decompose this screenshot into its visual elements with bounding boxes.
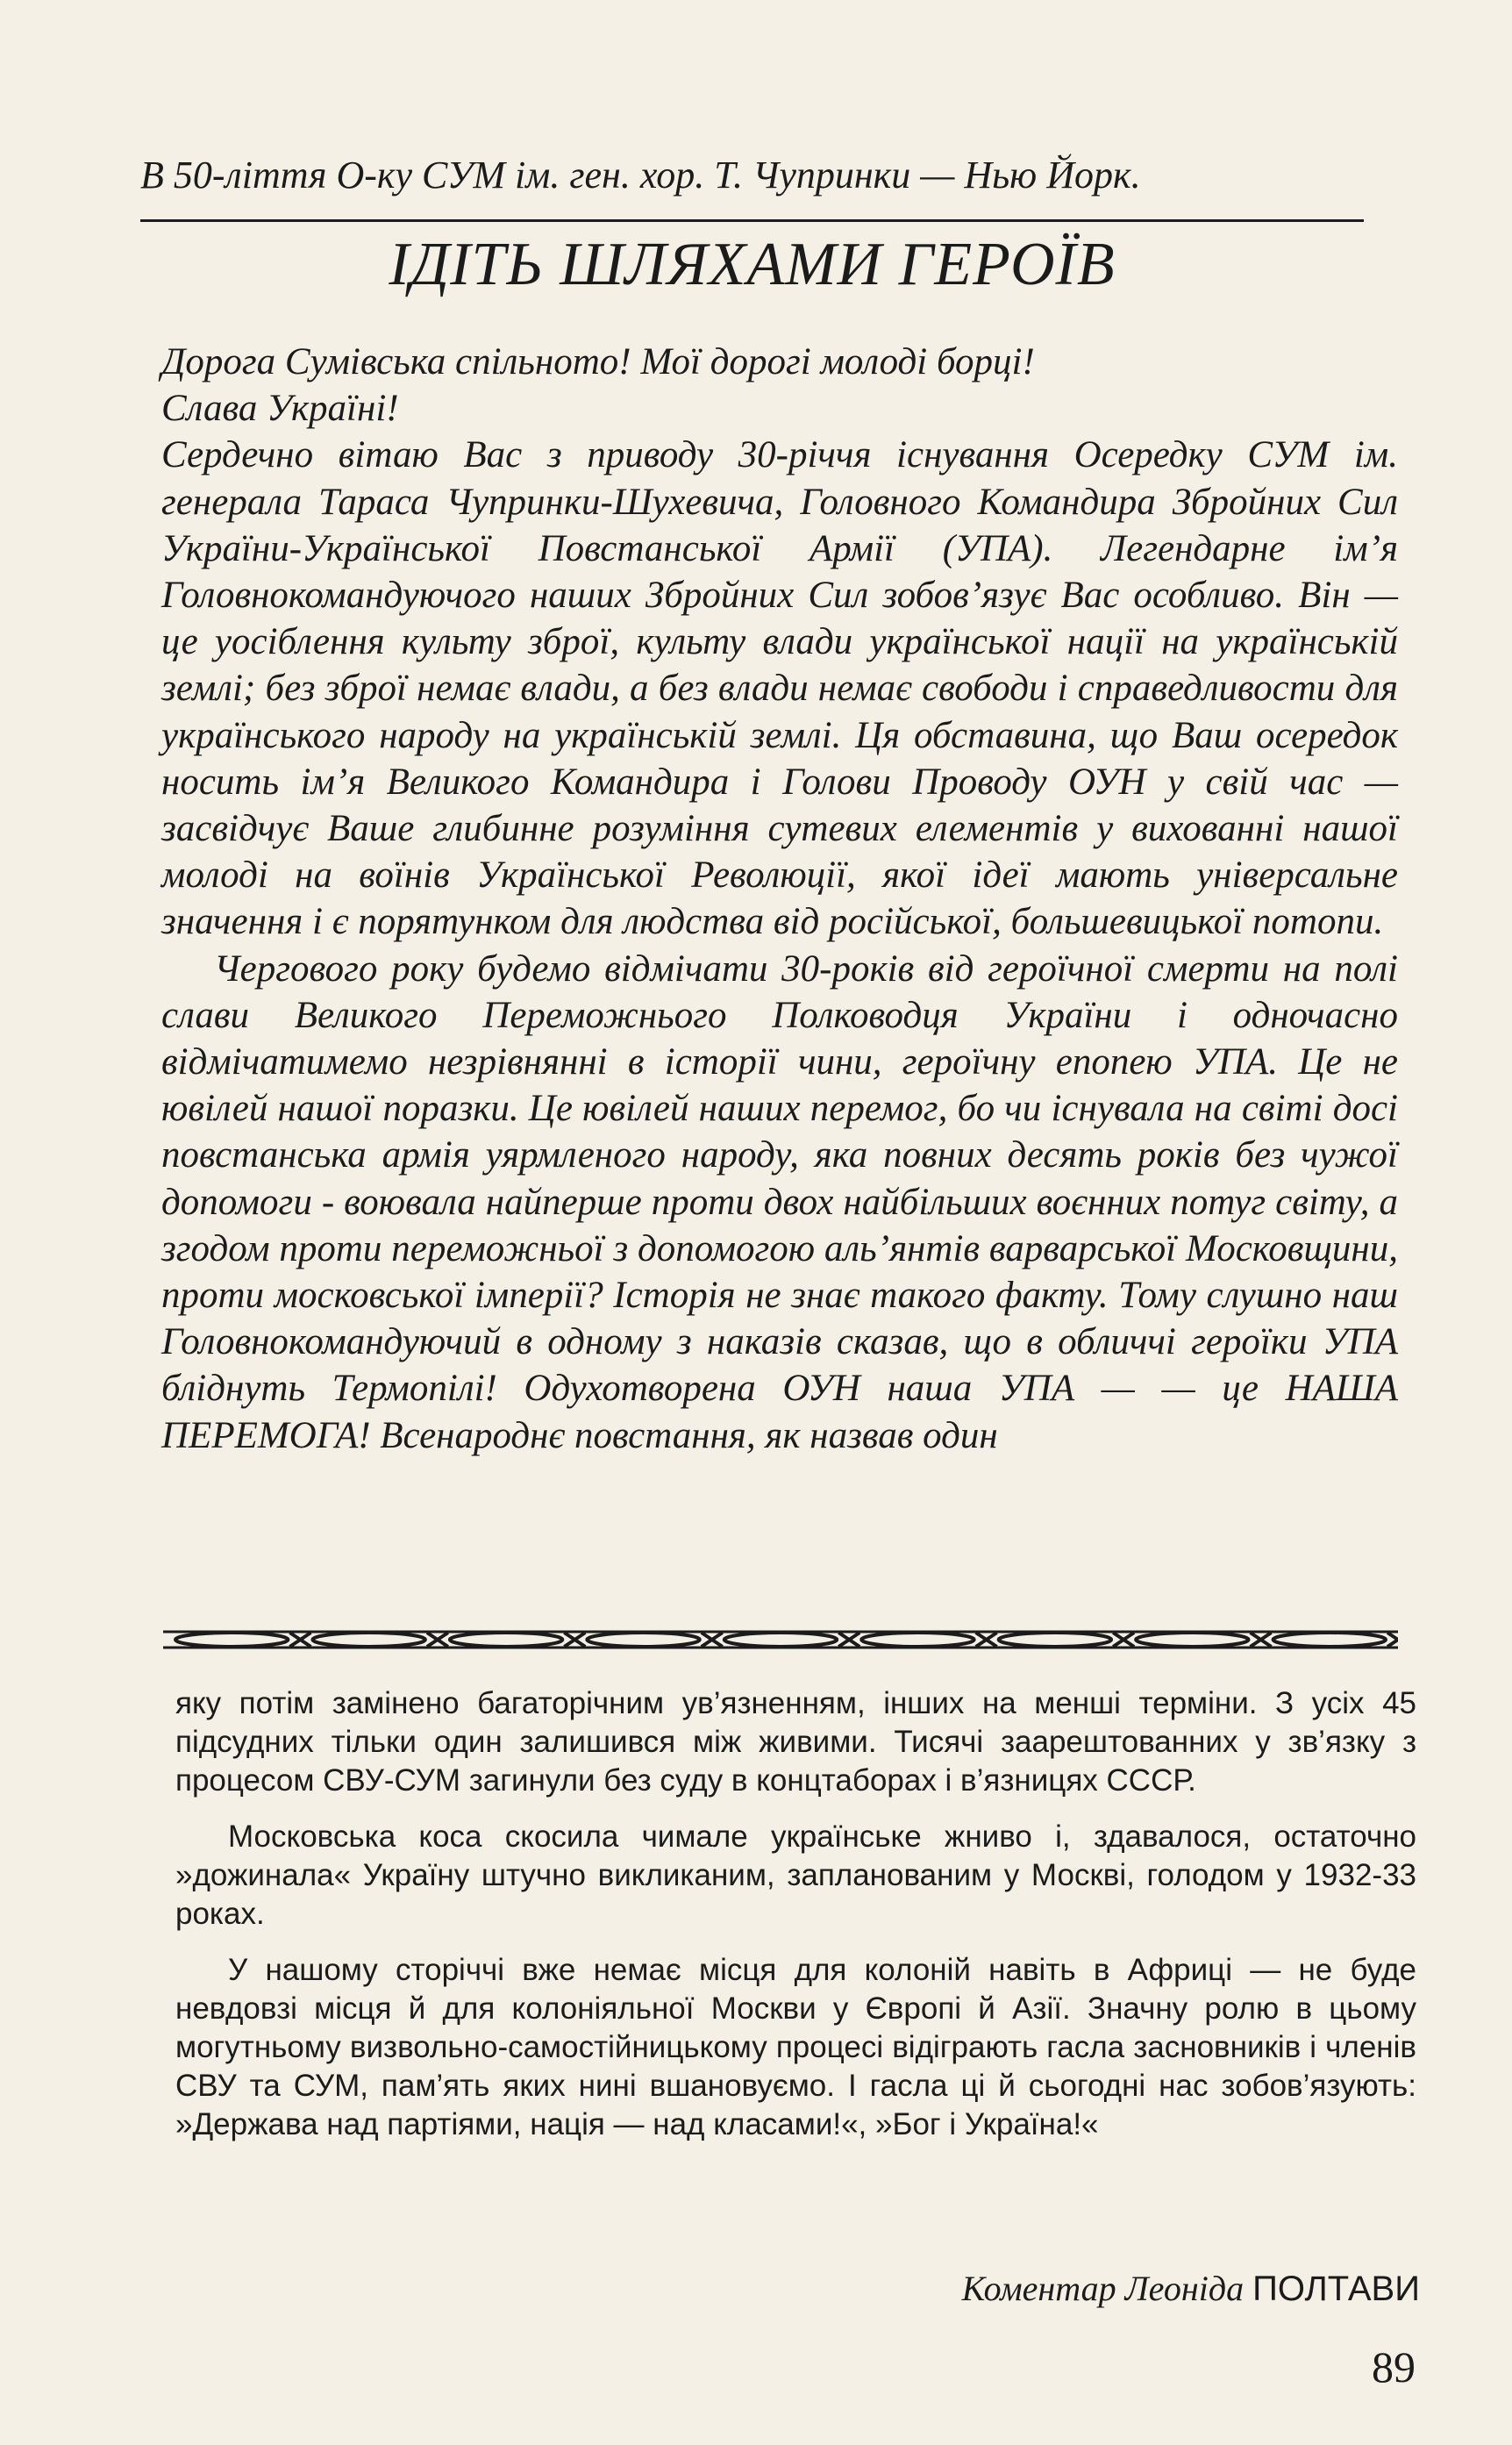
divider-cross — [289, 1633, 310, 1647]
divider-link — [312, 1633, 424, 1647]
header-rule — [140, 219, 1364, 222]
article-title: ІДІТЬ ШЛЯХАМИ ГЕРОЇВ — [389, 231, 1116, 298]
commentary-body — [175, 1684, 1416, 2162]
divider-cross — [427, 1633, 448, 1647]
divider-link — [587, 1633, 699, 1647]
signature — [962, 2267, 1420, 2311]
divider-cross — [1251, 1633, 1272, 1647]
divider-cross — [1387, 1633, 1398, 1647]
commentary-paragraph: Московська коса скосила чимале українське жниво і, здавалося, остаточно »дожинала« Україну штучно викликаним, запланованим у Москві, голодом у 1932-33 роках. — [175, 1819, 1416, 1931]
divider-link — [450, 1633, 562, 1647]
divider-link — [1273, 1633, 1386, 1647]
commentary-paragraph: яку потім замінено багаторічним ув’язненням, інших на менші терміни. З усіх 45 підсудних тільки один залишився між живими. Тисячі заарештованних у зв’язку з процесом СВУ-СУМ загинули без суду в концтаборах і в’язницях СССР. — [175, 1686, 1416, 1798]
divider-link — [724, 1633, 837, 1647]
divider-cross — [838, 1633, 859, 1647]
divider-link — [861, 1633, 974, 1647]
divider-cross — [976, 1633, 997, 1647]
divider-link — [999, 1633, 1111, 1647]
divider-cross — [702, 1633, 723, 1647]
signature-prefix: Коментар Леоніда — [961, 2269, 1245, 2308]
ornamental-divider — [163, 1628, 1398, 1651]
page-header: В 50-ліття О-ку СУМ ім. ген. хор. Т. Чупринки — Нью Йорк. — [140, 154, 1141, 197]
signature-surname: ПОЛТАВИ — [1252, 2270, 1420, 2308]
letter-body — [161, 339, 1398, 1459]
divider-link — [1136, 1633, 1248, 1647]
divider-cross — [564, 1633, 585, 1647]
divider-cross — [1113, 1633, 1134, 1647]
divider-link — [175, 1633, 288, 1647]
letter-paragraph: Чергового року будемо відмічати 30-років від героїчної смерти на полі слави Великого Переможнього Полководця України і одночасно відмічатимемо незрівнянні в історії чини, героїчну епопею УПА. Це не ювілей нашої поразки. Це ювілей наших перемог, бо чи існувала на світі досі повстанська армія уярмленого народу, яка повних десять років без чужої допомоги - воювала найперше проти двох найбільших воєнних потуг світу, а згодом проти переможньої з допомогою аль’янтів варварської Московщини, проти московської імперії? Історія не знає такого факту. Тому слушно наш Головнокомандуючий в одному з наказів сказав, що в обличчі героїки УПА бліднуть Термопілі! Одухотворена ОУН наша УПА — — це НАША ПЕРЕМОГА! Всенароднє повстання, як назвав один — [161, 947, 1398, 1456]
page-number: 89 — [1372, 2342, 1416, 2391]
letter-paragraph: Сердечно вітаю Вас з приводу 30-річчя існування Осередку СУМ ім. генерала Тараса Чупринки-Шухевича, Головного Командира Збройних Сил України-Української Повстанської Армії (УПА). Легендарне ім’я Головнокомандуючого наших Збройних Сил зобов’язує Вас особливо. Він — це уосіблення культу зброї, культу влади української нації на українській землі; без зброї немає влади, а без влади немає свободи і справедливости для українського народу на українській землі. Ця обставина, що Ваш осередок носить ім’я Великого Командира і Голови Проводу ОУН у свій час — засвідчує Ваше глибинне розуміння сутевих елементів у вихованні нашої молоді на воїнів Української Революції, якої ідеї мають універсальне значення і є порятунком для людства від російської, большевицької потопи. — [161, 434, 1398, 943]
letter-greeting: Дорога Сумівська спільното! Мої дорогі молоді борці! — [161, 341, 1035, 382]
commentary-paragraph: У нашому сторіччі вже немає місця для колоній навіть в Африці — не буде невдовзі місця й для колоніяльної Москви у Європі й Азії. Значну ролю в цьому могутньому визвольно-самостійницькому процесі відіграють гасла засновників і членів СВУ та СУМ, пам’ять яких нині вшановуємо. І гасла ці й сьогодні нас зобов’язують: »Держава над партіями, нація — над класами!«, »Бог і Україна!« — [175, 1953, 1416, 2141]
letter-salutation: Слава Україні! — [161, 388, 399, 430]
